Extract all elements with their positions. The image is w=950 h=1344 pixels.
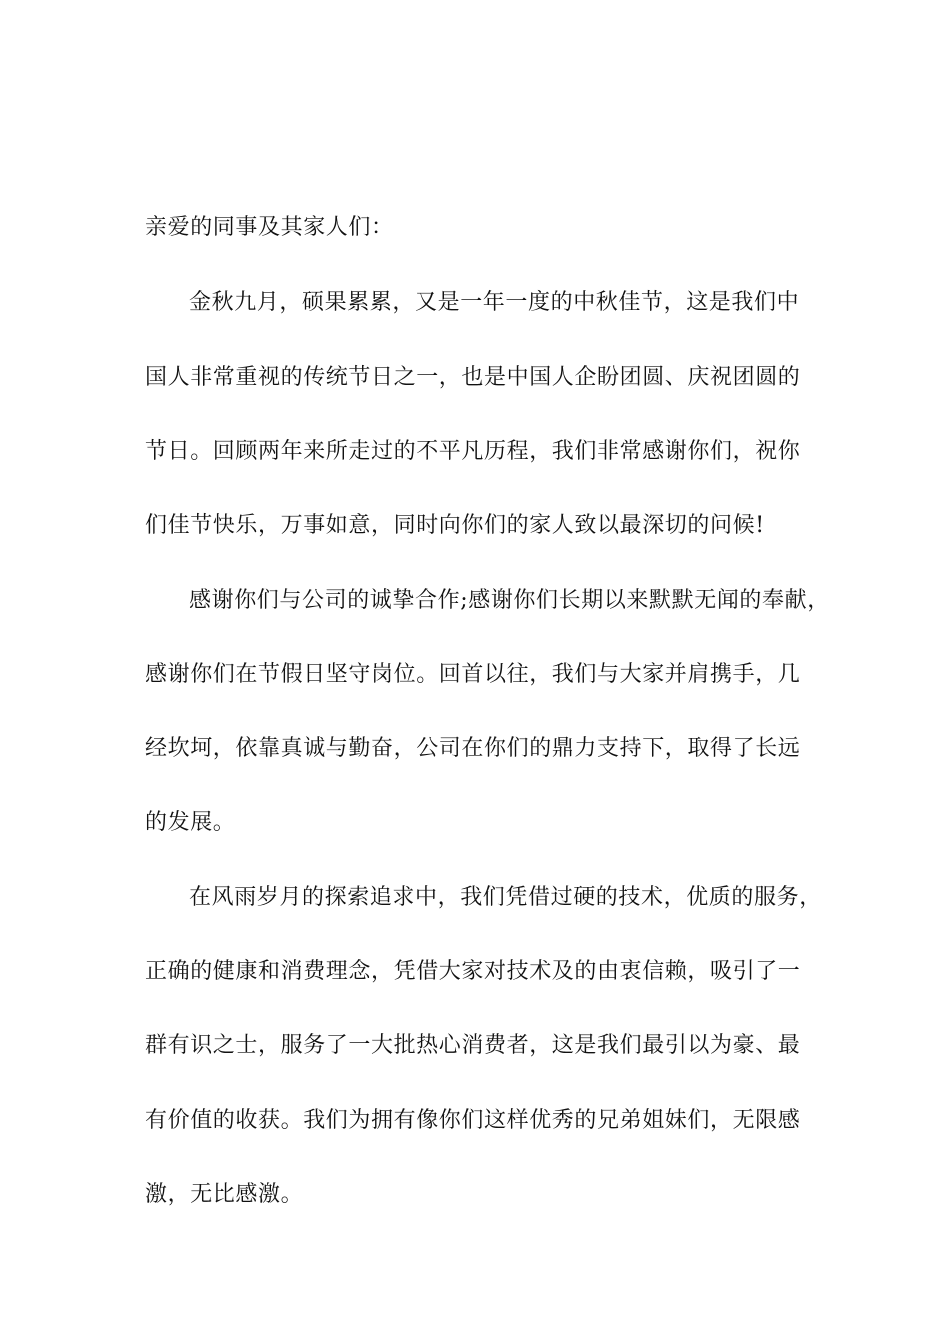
salutation: 亲爱的同事及其家人们：: [145, 215, 394, 240]
paragraph-2-line-4: 的发展。: [145, 810, 236, 835]
paragraph-3-line-2: 正确的健康和消费理念，凭借大家对技术及的由衷信赖，吸引了一: [145, 959, 801, 984]
paragraph-2-line-3: 经坎坷，依靠真诚与勤奋，公司在你们的鼎力支持下，取得了长远: [145, 736, 801, 761]
paragraph-3-line-4: 有价值的收获。我们为拥有像你们这样优秀的兄弟姐妹们，无限感: [145, 1108, 801, 1133]
paragraph-2-line-2: 感谢你们在节假日坚守岗位。回首以往，我们与大家并肩携手，几: [145, 662, 801, 687]
paragraph-1-line-1: 金秋九月，硕果累累，又是一年一度的中秋佳节，这是我们中: [189, 290, 800, 315]
paragraph-1-line-4: 们佳节快乐，万事如意，同时向你们的家人致以最深切的问候!: [145, 513, 765, 538]
paragraph-1-line-3: 节日。回顾两年来所走过的不平凡历程，我们非常感谢你们，祝你: [145, 439, 801, 464]
paragraph-3-line-5: 激，无比感激。: [145, 1182, 304, 1207]
paragraph-2-line-1: 感谢你们与公司的诚挚合作;感谢你们长期以来默默无闻的奉献，: [189, 588, 830, 613]
paragraph-1-line-2: 国人非常重视的传统节日之一，也是中国人企盼团圆、庆祝团圆的: [145, 365, 801, 390]
paragraph-3-line-1: 在风雨岁月的探索追求中，我们凭借过硬的技术，优质的服务，: [189, 885, 822, 910]
paragraph-3-line-3: 群有识之士，服务了一大批热心消费者，这是我们最引以为豪、最: [145, 1033, 801, 1058]
